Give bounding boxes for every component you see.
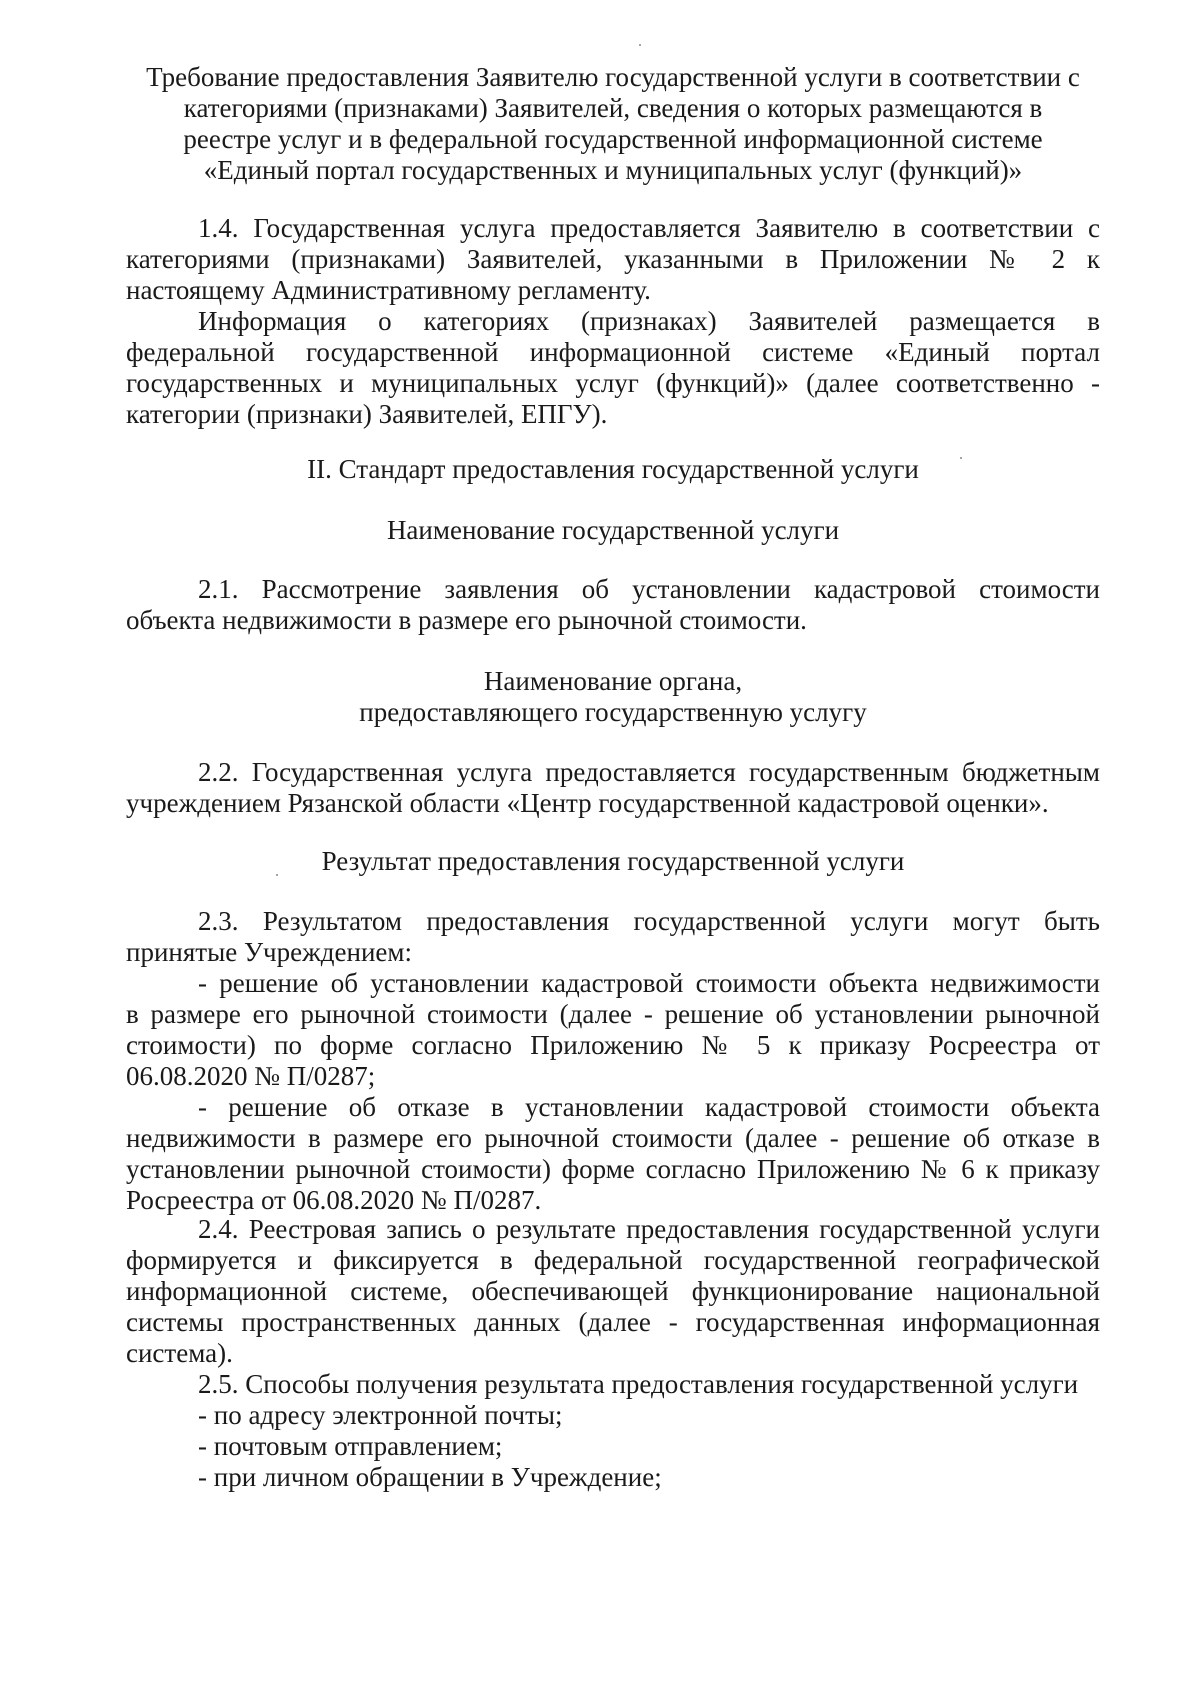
paragraph-line: объекта недвижимости в размере его рыночной стоимости.: [126, 605, 807, 635]
paragraph-line: категориями (признаками) Заявителей, указанными в Приложении № 2 к: [126, 244, 1100, 274]
heading-line: категориями (признаками) Заявителей, сведения о которых размещаются в: [183, 93, 1043, 123]
paragraph-line: 1.4. Государственная услуга предоставляется Заявителю в соответствии с: [198, 213, 1100, 243]
paragraph-line: настоящему Административному регламенту.: [126, 275, 651, 305]
paragraph-line: 2.5. Способы получения результата предоставления государственной услуги: [198, 1369, 1079, 1399]
paragraph-line: информационной системе, обеспечивающей функционирование национальной: [126, 1276, 1100, 1306]
paragraph-line: в размере его рыночной стоимости (далее - решение об установлении рыночной: [126, 999, 1100, 1029]
heading-line: реестре услуг и в федеральной государственной информационной системе: [183, 124, 1043, 154]
subheading-service-name: Наименование государственной услуги: [386, 515, 840, 545]
list-item: - решение об установлении кадастровой стоимости объекта недвижимости: [198, 968, 1100, 998]
list-item: - по адресу электронной почты;: [198, 1400, 563, 1430]
paragraph-line: 2.3. Результатом предоставления государственной услуги могут быть: [198, 906, 1100, 936]
paragraph-2-3: [126, 906, 1100, 1216]
list-item: - при личном обращении в Учреждение;: [198, 1462, 662, 1492]
section-heading-requirement: [126, 62, 1100, 186]
paragraph-line: категории (признаки) Заявителей, ЕПГУ).: [126, 399, 608, 429]
paragraph-line: принятые Учреждением:: [126, 937, 412, 967]
paragraph-line: Росреестра от 06.08.2020 № П/0287.: [126, 1185, 542, 1215]
list-item: - решение об отказе в установлении кадастровой стоимости объекта: [198, 1092, 1100, 1122]
scan-speck: [960, 457, 962, 459]
paragraph-line: учреждением Рязанской области «Центр государственной кадастровой оценки».: [126, 788, 1049, 818]
paragraph-line: 2.1. Рассмотрение заявления об установлении кадастровой стоимости: [198, 574, 1100, 604]
subheading-organ: Наименование органа, предоставляющего государственную услугу: [359, 666, 867, 727]
paragraph-line: система).: [126, 1338, 233, 1368]
paragraph-line: установлении рыночной стоимости) форме согласно Приложению № 6 к приказу: [126, 1154, 1100, 1184]
paragraph-line: 2.4. Реестровая запись о результате предоставления государственной услуги: [198, 1214, 1100, 1244]
scan-speck: [639, 44, 641, 46]
paragraph-line: Информация о категориях (признаках) Заявителей размещается в: [198, 306, 1100, 336]
paragraph-line: системы пространственных данных (далее - государственная информационная: [126, 1307, 1100, 1337]
scan-speck: [276, 874, 278, 876]
paragraph-line: стоимости) по форме согласно Приложению № 5 к приказу Росреестра от: [126, 1030, 1100, 1060]
paragraph-line: 2.2. Государственная услуга предоставляется государственным бюджетным: [198, 757, 1100, 787]
subheading-result: Результат предоставления государственной услуги: [321, 846, 905, 876]
paragraph-line: федеральной государственной информационной системе «Единый портал: [126, 337, 1100, 367]
paragraph-information: [126, 306, 1100, 430]
paragraph-2-2: [126, 757, 1100, 819]
section-heading-standard: II. Стандарт предоставления государственной услуги: [307, 454, 919, 484]
heading-line: Требование предоставления Заявителю государственной услуги в соответствии с: [146, 62, 1080, 92]
paragraph-line: недвижимости в размере его рыночной стоимости (далее - решение об отказе в: [126, 1123, 1100, 1153]
paragraph-line: 06.08.2020 № П/0287;: [126, 1061, 376, 1091]
paragraph-line: формируется и фиксируется в федеральной государственной географической: [126, 1245, 1100, 1275]
paragraph-2-4: [126, 1214, 1100, 1369]
paragraph-2-5: [126, 1369, 1100, 1493]
paragraph-1-4: [126, 213, 1100, 306]
paragraph-2-1: [126, 574, 1100, 636]
paragraph-line: государственных и муниципальных услуг (функций)» (далее соответственно -: [126, 368, 1100, 398]
list-item: - почтовым отправлением;: [198, 1431, 503, 1461]
heading-line: «Единый портал государственных и муниципальных услуг (функций)»: [203, 155, 1023, 185]
